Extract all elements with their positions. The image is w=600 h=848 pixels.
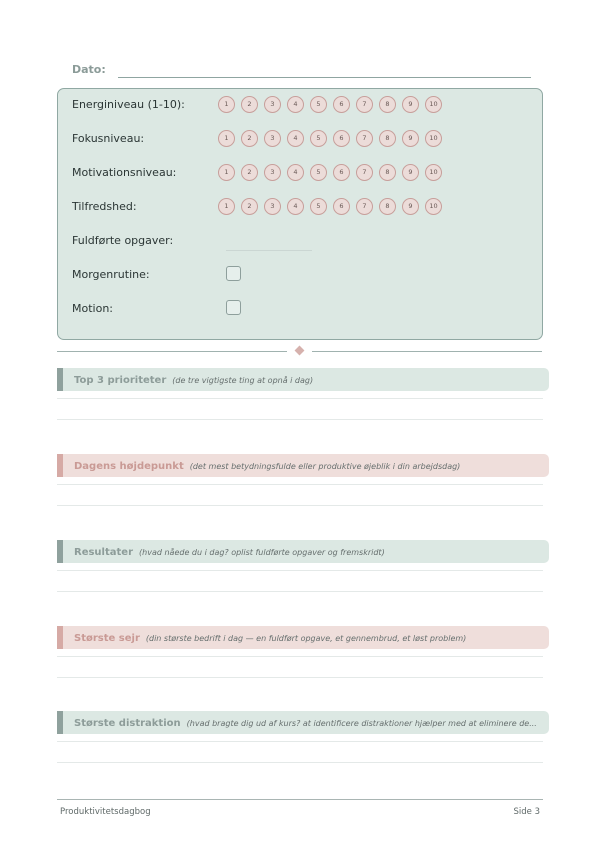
rating-option[interactable]: 2 bbox=[241, 96, 258, 113]
rating-option[interactable]: 10 bbox=[425, 164, 442, 181]
rating-option[interactable]: 10 bbox=[425, 96, 442, 113]
writing-line[interactable] bbox=[57, 505, 543, 506]
checkbox[interactable] bbox=[226, 300, 241, 315]
metric-row bbox=[72, 299, 532, 319]
divider-left bbox=[57, 351, 287, 352]
rating-option[interactable]: 10 bbox=[425, 130, 442, 147]
rating-option[interactable]: 3 bbox=[264, 198, 281, 215]
metric-label: Energiniveau (1-10): bbox=[72, 98, 185, 111]
rating-option[interactable]: 8 bbox=[379, 130, 396, 147]
rating-option[interactable]: 1 bbox=[218, 198, 235, 215]
writing-line[interactable] bbox=[57, 484, 543, 485]
rating-option[interactable]: 10 bbox=[425, 198, 442, 215]
writing-line[interactable] bbox=[57, 398, 543, 399]
rating-option[interactable]: 4 bbox=[287, 198, 304, 215]
writing-line[interactable] bbox=[57, 570, 543, 571]
metric-label: Motion: bbox=[72, 302, 113, 315]
writing-line[interactable] bbox=[57, 762, 543, 763]
section-title: Resultater bbox=[74, 547, 134, 558]
rating-option[interactable]: 9 bbox=[402, 164, 419, 181]
rating-option[interactable]: 1 bbox=[218, 130, 235, 147]
section-title: Største distraktion bbox=[74, 718, 181, 729]
footer-rule bbox=[57, 799, 543, 800]
section-hint: (hvad nåede du i dag? oplist fuldførte opgaver og fremskridt) bbox=[139, 548, 385, 557]
rating-option[interactable]: 7 bbox=[356, 198, 373, 215]
section-header bbox=[57, 711, 549, 734]
section-hint: (det mest betydningsfulde eller produktive øjeblik i din arbejdsdag) bbox=[189, 462, 461, 471]
metric-label: Morgenrutine: bbox=[72, 268, 150, 281]
footer-title: Produktivitetsdagbog bbox=[60, 807, 151, 817]
metric-row bbox=[72, 265, 532, 285]
metric-row bbox=[72, 231, 532, 251]
rating-option[interactable]: 4 bbox=[287, 164, 304, 181]
metric-row bbox=[72, 197, 532, 217]
rating-option[interactable]: 5 bbox=[310, 96, 327, 113]
rating-option[interactable]: 3 bbox=[264, 130, 281, 147]
metric-row bbox=[72, 95, 532, 115]
rating-option[interactable]: 5 bbox=[310, 164, 327, 181]
writing-line[interactable] bbox=[57, 677, 543, 678]
rating-option[interactable]: 6 bbox=[333, 164, 350, 181]
metric-label: Fokusniveau: bbox=[72, 132, 145, 145]
rating-option[interactable]: 2 bbox=[241, 130, 258, 147]
writing-line[interactable] bbox=[57, 419, 543, 420]
section-hint: (din største bedrift i dag — en fuldført opgave, et gennembrud, et løst problem) bbox=[145, 634, 467, 643]
rating-option[interactable]: 5 bbox=[310, 130, 327, 147]
writing-line[interactable] bbox=[57, 656, 543, 657]
section-header bbox=[57, 626, 549, 649]
date-field[interactable] bbox=[118, 77, 531, 78]
rating-option[interactable]: 2 bbox=[241, 198, 258, 215]
section-title: Top 3 prioriteter bbox=[74, 375, 167, 386]
rating-option[interactable]: 8 bbox=[379, 198, 396, 215]
rating-option[interactable]: 7 bbox=[356, 130, 373, 147]
rating-option[interactable]: 7 bbox=[356, 164, 373, 181]
date-label: Dato: bbox=[72, 63, 106, 76]
section-header bbox=[57, 540, 549, 563]
section-title: Dagens højdepunkt bbox=[74, 461, 184, 472]
metric-label: Tilfredshed: bbox=[72, 200, 137, 213]
completed-tasks-field[interactable] bbox=[226, 250, 312, 251]
rating-option[interactable]: 5 bbox=[310, 198, 327, 215]
rating-option[interactable]: 2 bbox=[241, 164, 258, 181]
divider-diamond bbox=[295, 346, 305, 356]
section-header bbox=[57, 454, 549, 477]
rating-option[interactable]: 1 bbox=[218, 96, 235, 113]
rating-option[interactable]: 6 bbox=[333, 130, 350, 147]
metrics-panel bbox=[57, 88, 543, 340]
writing-line[interactable] bbox=[57, 591, 543, 592]
rating-option[interactable]: 9 bbox=[402, 198, 419, 215]
section-title: Største sejr bbox=[74, 633, 140, 644]
rating-option[interactable]: 7 bbox=[356, 96, 373, 113]
rating-option[interactable]: 1 bbox=[218, 164, 235, 181]
section-hint: (de tre vigtigste ting at opnå i dag) bbox=[172, 376, 314, 385]
metric-row bbox=[72, 163, 532, 183]
rating-option[interactable]: 4 bbox=[287, 96, 304, 113]
rating-option[interactable]: 6 bbox=[333, 96, 350, 113]
section-hint: (hvad bragte dig ud af kurs? at identificere distraktioner hjælper med at eliminere de... bbox=[186, 719, 537, 728]
rating-option[interactable]: 9 bbox=[402, 96, 419, 113]
rating-option[interactable]: 6 bbox=[333, 198, 350, 215]
rating-option[interactable]: 4 bbox=[287, 130, 304, 147]
checkbox[interactable] bbox=[226, 266, 241, 281]
metric-label: Fuldførte opgaver: bbox=[72, 234, 174, 247]
rating-option[interactable]: 8 bbox=[379, 164, 396, 181]
rating-option[interactable]: 9 bbox=[402, 130, 419, 147]
section-header bbox=[57, 368, 549, 391]
writing-line[interactable] bbox=[57, 741, 543, 742]
footer-page-number: Side 3 bbox=[513, 807, 540, 817]
metric-label: Motivationsniveau: bbox=[72, 166, 177, 179]
rating-option[interactable]: 3 bbox=[264, 164, 281, 181]
rating-option[interactable]: 3 bbox=[264, 96, 281, 113]
divider-right bbox=[312, 351, 542, 352]
rating-option[interactable]: 8 bbox=[379, 96, 396, 113]
metric-row bbox=[72, 129, 532, 149]
